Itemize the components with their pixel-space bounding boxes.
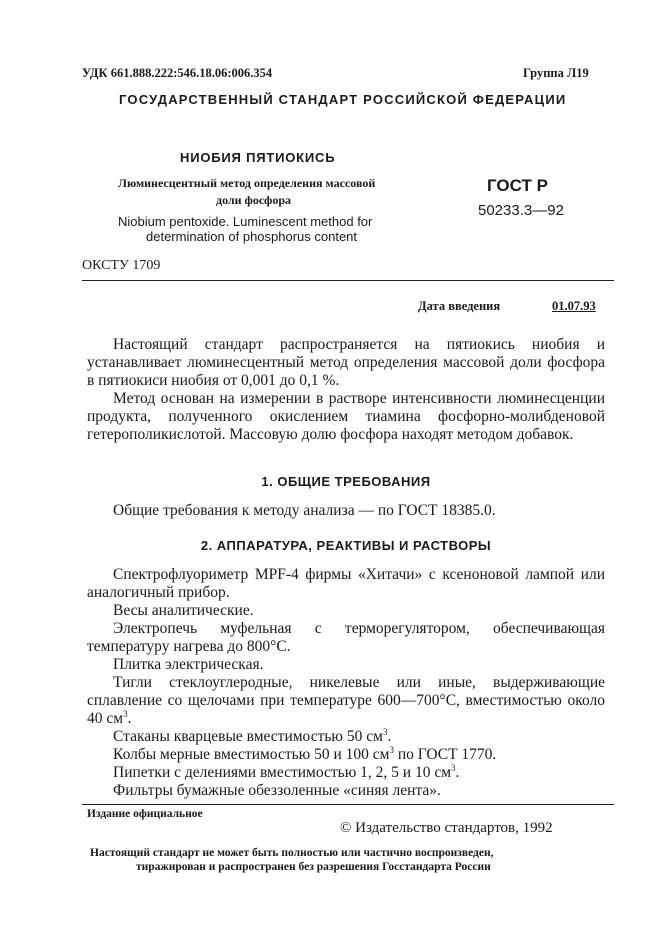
equipment-item: [87, 746, 605, 764]
equipment-item: [87, 728, 605, 746]
group-code: Группа Л19: [523, 66, 589, 80]
superscript-3: 3: [123, 708, 128, 719]
equipment-item-tail: .: [455, 764, 460, 781]
subtitle-line1: Люминесцентный метод определения массовой: [118, 176, 376, 190]
title-divider: [82, 280, 614, 281]
reproduction-notice-line2: тиражирован и распространен без разрешения Госстандарта России: [136, 861, 491, 873]
okstu-code: ОКСТУ 1709: [82, 258, 161, 273]
udk-code: УДК 661.888.222:546.18.06:006.354: [82, 66, 273, 80]
gost-number: 50233.3—92: [478, 202, 564, 219]
equipment-item-tail: по ГОСТ 1770.: [393, 746, 497, 763]
section2-heading: 2. АППАРАТУРА, РЕАКТИВЫ И РАСТВОРЫ: [200, 538, 492, 553]
equipment-item-text: Тигли стеклоуглеродные, никелевые или иные, выдерживающие сплавление со щелочами при температуре 600—700°С, вместимостью около 40 см: [87, 674, 605, 727]
document-title: НИОБИЯ ПЯТИОКИСЬ: [180, 150, 336, 165]
equipment-item-tail: .: [127, 710, 132, 727]
section1-text: Общие требования к методу анализа — по ГОСТ 18385.0.: [113, 502, 496, 519]
equipment-item: Весы аналитические.: [113, 602, 254, 619]
reproduction-notice-line1: Настоящий стандарт не может быть полностью или частично воспроизведен,: [90, 847, 494, 859]
equipment-item: [87, 674, 605, 728]
equipment-item: Электропечь муфельная с терморегулятором, обеспечивающая температуру нагрева до 800°С.: [87, 620, 605, 655]
equipment-item-text: Пипетки с делениями вместимостью 1, 2, 5 и 10 см: [113, 764, 452, 781]
subtitle-line2: доли фосфора: [216, 193, 292, 207]
intro-text: [87, 336, 605, 444]
equipment-item-text: Стаканы кварцевые вместимостью 50 см: [113, 728, 383, 745]
english-title-line2: determination of phosphorus content: [146, 229, 358, 244]
equipment-list: [87, 566, 605, 800]
superscript-3: 3: [451, 762, 456, 773]
english-title-line1: Niobium pentoxide. Luminescent method for: [118, 214, 373, 229]
equipment-item: Спектрофлуориметр MPF-4 фирмы «Хитачи» с ксеноновой лампой или аналогичный прибор.: [87, 566, 605, 601]
equipment-item-text: Колбы мерные вместимостью 50 и 100 см: [113, 746, 390, 763]
superscript-3: 3: [382, 726, 388, 737]
equipment-item-tail: .: [387, 728, 392, 745]
official-edition: Издание официальное: [87, 808, 203, 820]
intro-date-label: Дата введения: [418, 299, 501, 313]
superscript-3: 3: [389, 744, 394, 755]
footer-divider: [82, 804, 614, 805]
intro-paragraph-1: Настоящий стандарт распространяется на пятиокись ниобия и устанавливает люминесцентный метод определения массовой доли фосфора в пятиокиси ниобия от 0,001 до 0,1 %.: [87, 336, 605, 389]
copyright: © Издательство стандартов, 1992: [340, 820, 553, 836]
equipment-item: Фильтры бумажные обеззоленные «синяя лента».: [113, 782, 441, 799]
intro-date-value: 01.07.93: [552, 299, 596, 313]
gost-label: ГОСТ Р: [487, 176, 548, 195]
equipment-item: [87, 764, 605, 782]
equipment-item: Плитка электрическая.: [113, 656, 264, 673]
agency-title: ГОСУДАРСТВЕННЫЙ СТАНДАРТ РОССИЙСКОЙ ФЕДЕРАЦИИ: [119, 92, 567, 107]
intro-paragraph-2: Метод основан на измерении в растворе интенсивности люминесценции продукта, полученного окислением тиамина фосфорно-молибденовой гетерополикислотой. Массовую долю фосфора находят методом добавок.: [87, 390, 605, 443]
section1-heading: 1. ОБЩИЕ ТРЕБОВАНИЯ: [261, 474, 431, 489]
